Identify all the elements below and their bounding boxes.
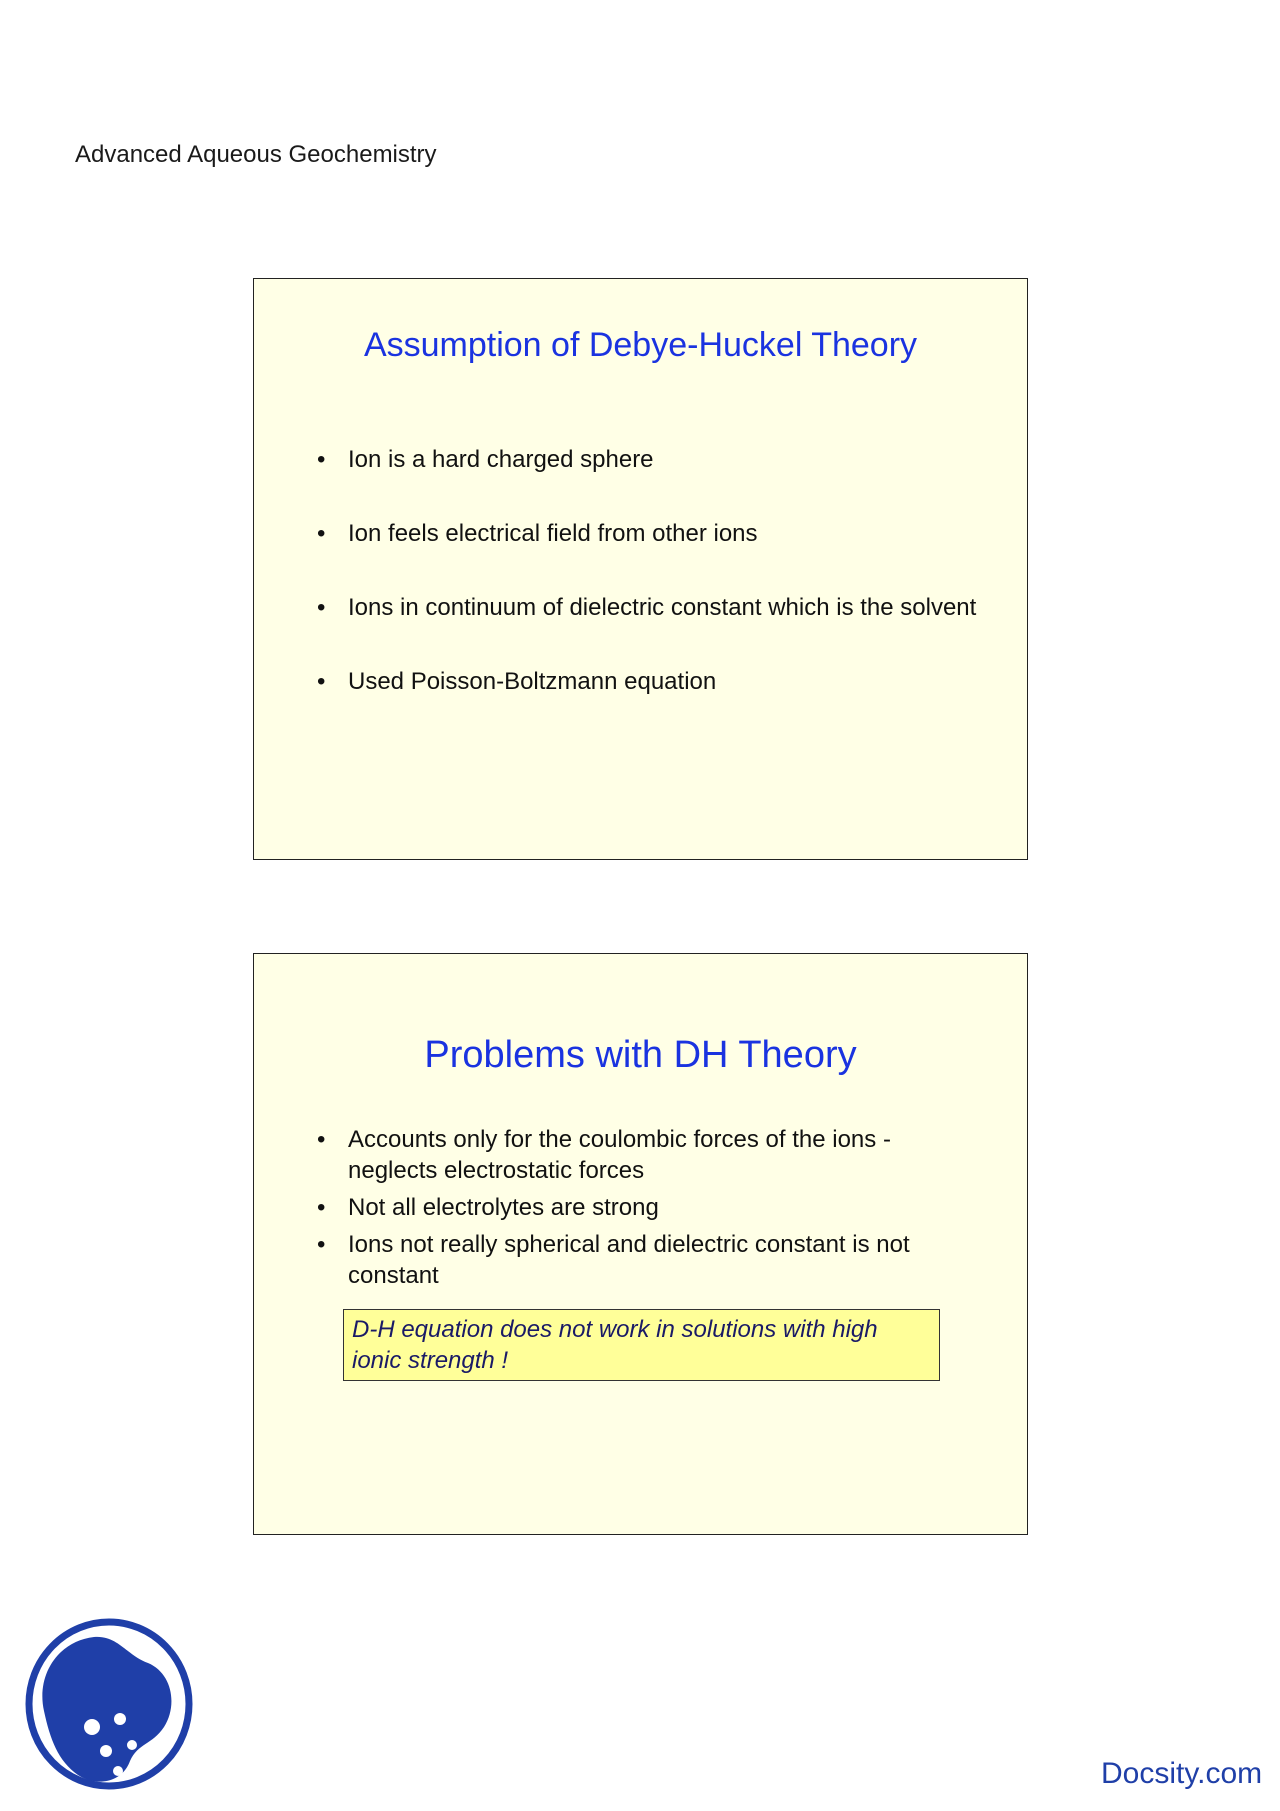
bullet-list (317, 1124, 977, 1297)
bullet-item (317, 592, 977, 623)
bullet-text: Not all electrolytes are strong (348, 1194, 659, 1221)
slide-title: Assumption of Debye-Huckel Theory (363, 326, 918, 364)
highlight-note-box: D-H equation does not work in solutions with high ionic strength ! (343, 1309, 940, 1381)
page-header: Advanced Aqueous Geochemistry (75, 141, 437, 168)
bullet-dot: • (317, 1231, 326, 1258)
bullet-dot: • (317, 1194, 326, 1221)
bullet-item (317, 1229, 977, 1291)
docsity-brand-link[interactable]: Docsity.com (1101, 1757, 1263, 1790)
bullet-text: Ion is a hard charged sphere (348, 446, 654, 473)
docsity-logo-icon (22, 1615, 196, 1793)
bullet-item (317, 1124, 977, 1186)
bullet-item (317, 666, 977, 697)
slide-title: Problems with DH Theory (424, 1034, 857, 1076)
slide-dh-theory-problems (253, 953, 1028, 1535)
bullet-item (317, 518, 977, 549)
bullet-text: Ion feels electrical field from other ions (348, 520, 758, 547)
bullet-dot: • (317, 668, 326, 695)
bullet-dot: • (317, 1126, 326, 1153)
bullet-item (317, 444, 977, 475)
slide-debye-huckel-assumptions (253, 278, 1028, 860)
bullet-text: Accounts only for the coulombic forces of the ions - neglects electrostatic forces (348, 1126, 891, 1184)
bullet-text: Used Poisson-Boltzmann equation (348, 668, 717, 695)
bullet-text: Ions in continuum of dielectric constant which is the solvent (348, 594, 977, 621)
bullet-item (317, 1192, 977, 1223)
bullet-dot: • (317, 446, 326, 473)
bullet-dot: • (317, 520, 326, 547)
bullet-list (317, 444, 977, 740)
bullet-text: Ions not really spherical and dielectric constant is not constant (348, 1231, 910, 1289)
bullet-dot: • (317, 594, 326, 621)
